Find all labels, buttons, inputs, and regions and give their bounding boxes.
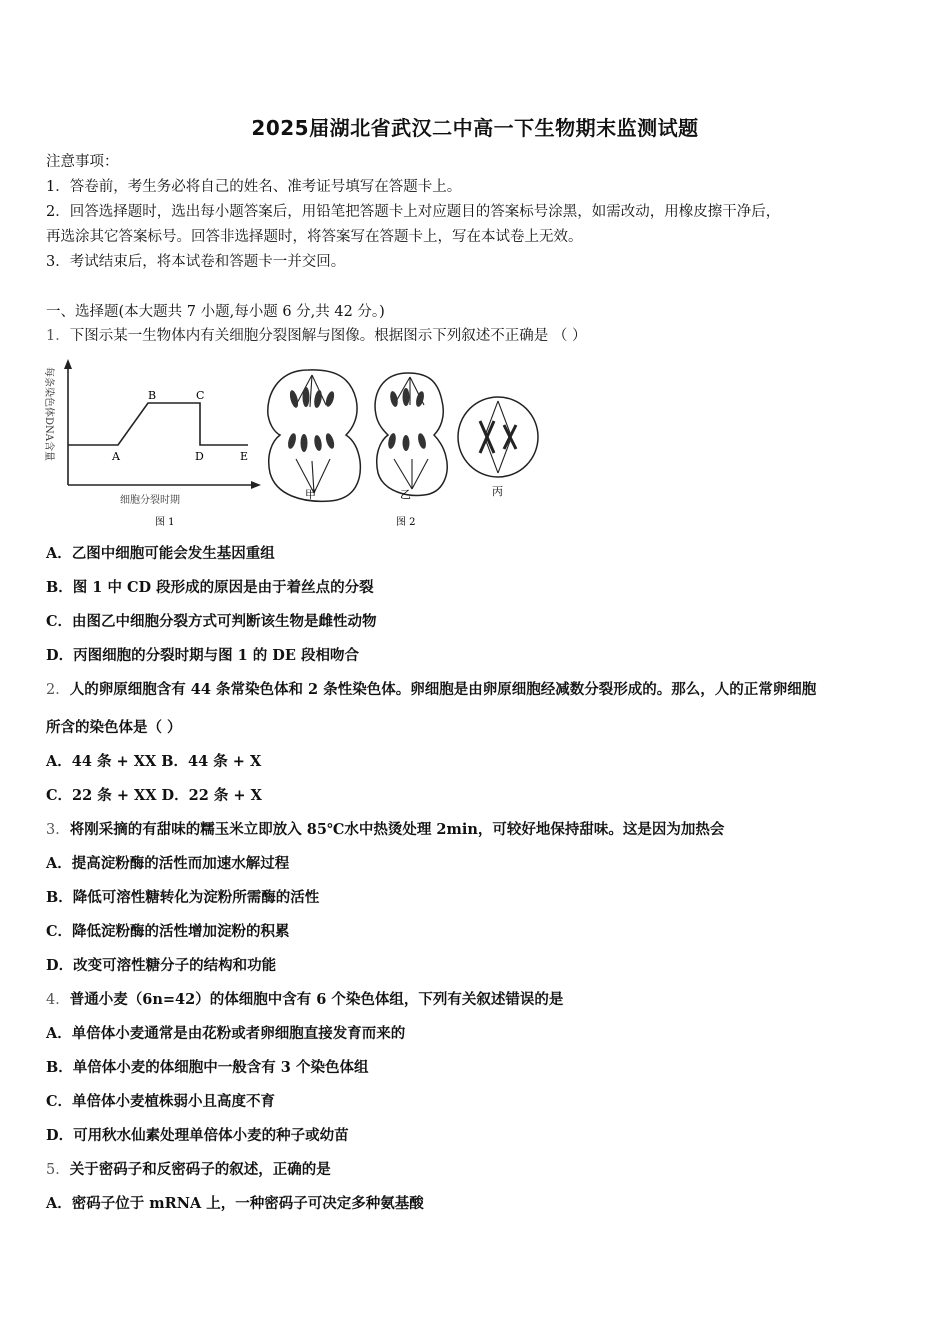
option: B．单倍体小麦的体细胞中一般含有 3 个染色体组	[46, 1059, 369, 1076]
question-2-stem	[46, 681, 816, 699]
cell-label-bing: 丙	[492, 485, 503, 498]
question-text: 普通小麦（6n=42）的体细胞中含有 6 个染色体组，下列有关叙述错误的是	[69, 991, 564, 1008]
y-axis-arrow	[64, 359, 72, 369]
option: C．22 条 + XX D．22 条 + X	[46, 787, 262, 804]
option: A．乙图中细胞可能会发生基因重组	[46, 545, 275, 562]
option: A．密码子位于 mRNA 上，一种密码子可决定多种氨基酸	[46, 1195, 424, 1212]
notice-item: 1．答卷前，考生务必将自己的姓名、准考证号填写在答题卡上。	[46, 179, 462, 195]
notice-item: 3．考试结束后，将本试卷和答题卡一并交回。	[46, 254, 346, 270]
question-1-stem	[46, 327, 586, 345]
x-axis-arrow	[251, 481, 261, 489]
notice-item: 2．回答选择题时，选出每小题答案后，用铅笔把答题卡上对应题目的答案标号涂黑，如需改动，用橡皮擦干净后，	[46, 204, 781, 220]
figure-1-graph	[64, 359, 261, 489]
option: B．图 1 中 CD 段形成的原因是由于着丝点的分裂	[46, 579, 374, 596]
option: D．改变可溶性糖分子的结构和功能	[46, 957, 277, 974]
notice-item: 再选涂其它答案标号。回答非选择题时，将答案写在答题卡上，写在本试卷上无效。	[46, 229, 583, 245]
question-text: 所含的染色体是（ ）	[46, 719, 182, 736]
cell-bing	[458, 397, 538, 477]
question-number: 3．	[46, 822, 70, 838]
x-axis-label: 细胞分裂时期	[120, 495, 180, 506]
cell-division-figure	[40, 355, 560, 535]
page-title: 2025届湖北省武汉二中高一下生物期末监测试题	[251, 116, 699, 140]
option: D．丙图细胞的分裂时期与图 1 的 DE 段相吻合	[46, 647, 359, 664]
question-text: 将刚采摘的有甜味的糯玉米立即放入 85℃水中热烫处理 2min，可较好地保持甜味。这是因为加热会	[69, 821, 725, 838]
question-5-stem	[46, 1161, 331, 1179]
cell-label-yi: 乙	[400, 488, 411, 501]
cell-yi	[375, 373, 447, 495]
option: C．单倍体小麦植株弱小且高度不育	[46, 1093, 276, 1110]
option: C．降低淀粉酶的活性增加淀粉的积累	[46, 923, 290, 940]
question-text: 下图示某一生物体内有关细胞分裂图解与图像。根据图示下列叙述不正确是 （ ）	[69, 328, 587, 344]
option: A．提高淀粉酶的活性而加速水解过程	[46, 855, 290, 872]
figure-2-caption: 图 2	[396, 517, 416, 528]
option: C．由图乙中细胞分裂方式可判断该生物是雌性动物	[46, 613, 377, 630]
figure-1-caption: 图 1	[155, 517, 175, 528]
point-b-label: B	[148, 389, 157, 402]
question-4-stem	[46, 991, 563, 1009]
cell-label-jia: 甲	[305, 488, 316, 501]
point-a-label: A	[112, 450, 120, 463]
question-number: 4．	[46, 992, 70, 1008]
question-text: 关于密码子和反密码子的叙述，正确的是	[69, 1161, 331, 1178]
y-axis-label: 每条染色体DNA含量	[43, 367, 54, 461]
cell-jia	[268, 370, 361, 501]
question-3-stem	[46, 821, 724, 839]
section-heading: 一、选择题(本大题共 7 小题,每小题 6 分,共 42 分。)	[46, 304, 385, 320]
point-d-label: D	[195, 450, 204, 463]
question-number: 5．	[46, 1162, 70, 1178]
question-number: 2．	[46, 682, 70, 698]
question-number: 1．	[46, 328, 70, 344]
question-text: 人的卵原细胞含有 44 条常染色体和 2 条性染色体。卵细胞是由卵原细胞经减数分裂形成的。那么，人的正常卵细胞	[69, 681, 817, 698]
notice-heading: 注意事项：	[46, 154, 119, 170]
option: D．可用秋水仙素处理单倍体小麦的种子或幼苗	[46, 1127, 349, 1144]
option: A．单倍体小麦通常是由花粉或者卵细胞直接发育而来的	[46, 1025, 406, 1042]
point-e-label: E	[240, 450, 249, 463]
option: B．降低可溶性糖转化为淀粉所需酶的活性	[46, 889, 320, 906]
point-c-label: C	[196, 389, 205, 402]
dna-content-line	[68, 403, 248, 445]
option: A．44 条 + XX B．44 条 + X	[46, 753, 262, 770]
